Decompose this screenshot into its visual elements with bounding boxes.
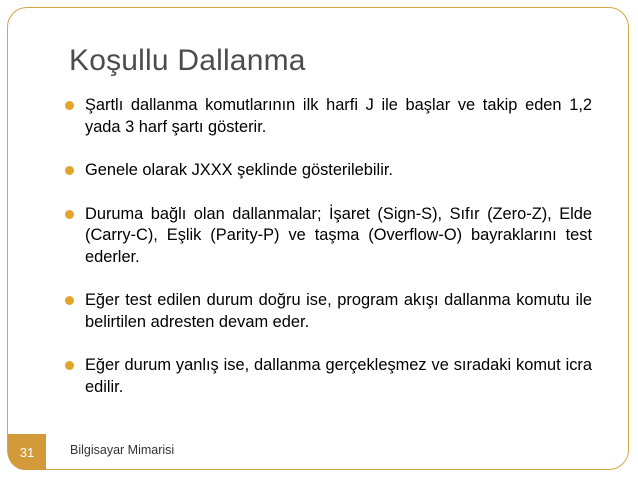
footer-text: Bilgisayar Mimarisi [70,443,175,457]
bullet-list [64,95,592,398]
bullet-text: Eğer durum yanlış ise, dallanma gerçekleşmez ve sıradaki komut icra edilir. [85,356,592,396]
slide-title: Koşullu Dallanma [69,44,306,77]
page-number-badge: 31 [8,434,46,470]
bullet-dot-icon [65,361,74,370]
bullet-dot-icon [65,166,74,175]
bullet-dot-icon [65,101,74,110]
bullet-dot-icon [65,296,74,305]
bullet-item [64,95,592,138]
bullet-item [64,290,592,333]
bullet-item [64,204,592,269]
bullet-dot-icon [65,210,74,219]
bullet-item [64,160,592,182]
bullet-text: Genele olarak JXXX şeklinde gösterilebilir. [85,161,393,179]
bullet-text: Eğer test edilen durum doğru ise, program akışı dallanma komutu ile belirtilen adresten devam eder. [85,291,592,331]
bullet-text: Şartlı dallanma komutlarının ilk harfi J ile başlar ve takip eden 1,2 yada 3 harf şartı gösterir. [85,96,592,136]
bullet-item [64,355,592,398]
bullet-text: Duruma bağlı olan dallanmalar; İşaret (Sign-S), Sıfır (Zero-Z), Elde (Carry-C), Eşlik (Parity-P) ve taşma (Overflow-O) bayraklarını test ederler. [85,204,592,266]
